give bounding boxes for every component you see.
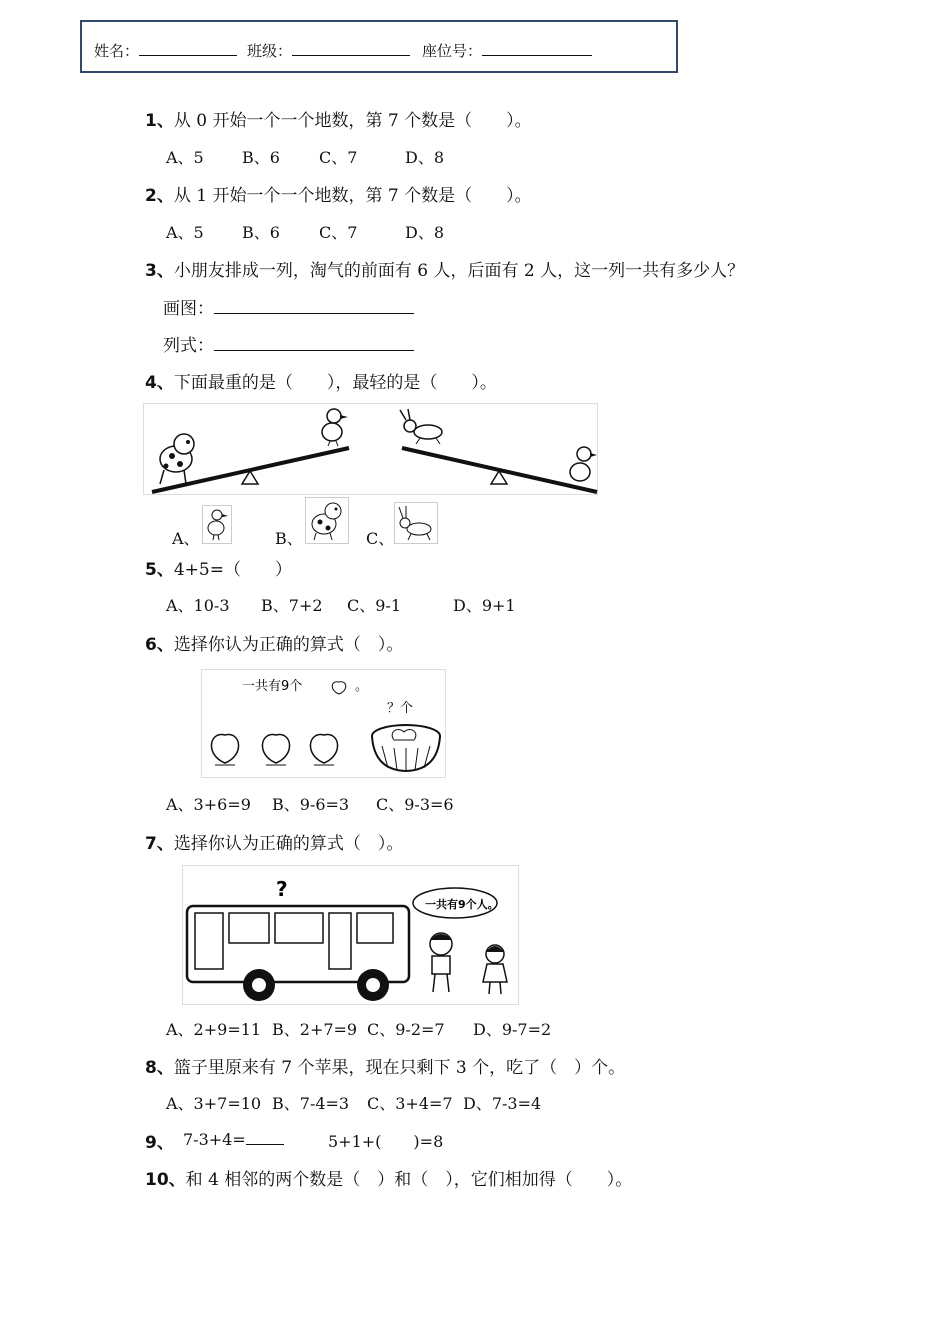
fig-bubble-text: 一共有9个人。 xyxy=(425,898,499,911)
question-6 xyxy=(145,630,403,655)
q5-option-d[interactable]: D、9+1 xyxy=(453,596,516,615)
duck-icon xyxy=(570,447,597,481)
seesaw-figure xyxy=(143,403,598,495)
seat-field[interactable] xyxy=(422,40,592,61)
q3-formula-row xyxy=(163,331,414,356)
peach-icon xyxy=(211,735,238,765)
question-number: 5、 xyxy=(145,560,174,580)
q3-draw-row xyxy=(163,294,414,319)
q1-option-b[interactable]: B、6 xyxy=(242,148,280,167)
q6-option-a[interactable]: A、3+6=9 xyxy=(166,795,251,814)
question-number: 4、 xyxy=(145,373,174,393)
question-text: 篮子里原来有 7 个苹果，现在只剩下 3 个，吃了（ ）个。 xyxy=(173,1058,626,1078)
q7-option-c[interactable]: C、9-2=7 xyxy=(367,1020,445,1039)
peach-figure xyxy=(201,669,446,778)
question-text: 4+5=（ ） xyxy=(173,560,292,580)
question-number: 8、 xyxy=(145,1058,174,1078)
question-3 xyxy=(145,256,744,281)
fig-question-mark: ? xyxy=(276,877,288,901)
question-number: 2、 xyxy=(145,186,174,206)
question-number: 6、 xyxy=(145,635,174,655)
dog-icon xyxy=(305,497,349,544)
question-number: 7、 xyxy=(145,834,174,854)
question-4 xyxy=(145,368,497,393)
q6-option-b[interactable]: B、9-6=3 xyxy=(272,795,350,814)
peach-illustration xyxy=(202,670,447,779)
basket-icon xyxy=(372,725,440,771)
q5-option-a[interactable]: A、10-3 xyxy=(166,596,230,615)
question-5 xyxy=(145,555,292,580)
q4-option-b[interactable]: B、 xyxy=(275,529,303,548)
rabbit-icon xyxy=(400,409,442,444)
question-10 xyxy=(145,1165,632,1190)
question-8 xyxy=(145,1053,625,1078)
q4-option-c[interactable]: C、 xyxy=(366,529,395,548)
peach-icon xyxy=(332,682,346,694)
question-7 xyxy=(145,829,403,854)
q2-option-c[interactable]: C、7 xyxy=(319,223,358,242)
q9-expression-1: 7-3+4= xyxy=(183,1130,246,1149)
q2-option-b[interactable]: B、6 xyxy=(242,223,280,242)
seesaw-illustration xyxy=(144,404,599,496)
rabbit-icon xyxy=(394,502,438,544)
question-text: 从 1 开始一个一个地数，第 7 个数是（ ）。 xyxy=(173,186,532,206)
girl-icon xyxy=(483,945,507,994)
student-info-box xyxy=(80,20,678,73)
q9-expression-2: 5+1+( )=8 xyxy=(328,1132,444,1151)
q1-option-a[interactable]: A、5 xyxy=(166,148,204,167)
q8-option-d[interactable]: D、7-3=4 xyxy=(463,1094,542,1113)
q1-option-d[interactable]: D、8 xyxy=(405,148,445,167)
question-text: 选择你认为正确的算式（ ）。 xyxy=(173,635,404,655)
q4-option-a[interactable]: A、 xyxy=(172,529,200,548)
peach-icon xyxy=(310,735,337,765)
seat-label: 座位号： xyxy=(422,42,483,60)
draw-label: 画图： xyxy=(163,299,214,319)
bus-illustration xyxy=(183,866,520,1006)
q8-option-a[interactable]: A、3+7=10 xyxy=(166,1094,262,1113)
fig-question: ？个 xyxy=(387,701,414,716)
boy-icon xyxy=(430,933,452,992)
question-number: 3、 xyxy=(145,261,174,281)
class-blank[interactable] xyxy=(292,41,410,56)
q2-option-a[interactable]: A、5 xyxy=(166,223,204,242)
bus-icon xyxy=(187,906,409,1001)
q7-option-a[interactable]: A、2+9=11 xyxy=(166,1020,262,1039)
name-label: 姓名： xyxy=(94,42,140,60)
question-text: 从 0 开始一个一个地数，第 7 个数是（ ）。 xyxy=(173,111,532,131)
question-text: 下面最重的是（ ），最轻的是（ ）。 xyxy=(173,373,497,393)
dog-icon xyxy=(160,434,194,484)
question-1 xyxy=(145,106,532,131)
q5-option-b[interactable]: B、7+2 xyxy=(261,596,323,615)
q7-option-b[interactable]: B、2+7=9 xyxy=(272,1020,358,1039)
seat-blank[interactable] xyxy=(482,41,592,56)
fig-caption: 一共有9个 xyxy=(242,679,303,694)
q9-answer-blank[interactable] xyxy=(246,1129,284,1145)
question-text: 和 4 相邻的两个数是（ ）和（ ），它们相加得（ ）。 xyxy=(185,1170,633,1190)
question-number: 9、 xyxy=(145,1133,174,1153)
svg-text:。: 。 xyxy=(355,679,369,694)
class-field[interactable] xyxy=(247,40,410,61)
name-blank[interactable] xyxy=(139,41,237,56)
question-2 xyxy=(145,181,532,206)
question-number: 1、 xyxy=(145,111,174,131)
question-number: 10、 xyxy=(145,1170,186,1190)
bus-figure xyxy=(182,865,519,1005)
q5-option-c[interactable]: C、9-1 xyxy=(347,596,402,615)
q6-option-c[interactable]: C、9-3=6 xyxy=(376,795,454,814)
question-text: 小朋友排成一列，淘气的前面有 6 人，后面有 2 人，这一列一共有多少人？ xyxy=(173,261,745,281)
question-text: 选择你认为正确的算式（ ）。 xyxy=(173,834,404,854)
duck-icon xyxy=(322,409,348,446)
q1-option-c[interactable]: C、7 xyxy=(319,148,358,167)
q8-option-c[interactable]: C、3+4=7 xyxy=(367,1094,453,1113)
q9-part-1 xyxy=(183,1129,284,1149)
name-field[interactable] xyxy=(94,40,237,61)
class-label: 班级： xyxy=(247,42,293,60)
question-9 xyxy=(145,1128,174,1153)
formula-blank[interactable] xyxy=(214,336,414,351)
q2-option-d[interactable]: D、8 xyxy=(405,223,445,242)
formula-label: 列式： xyxy=(163,336,214,356)
speech-bubble xyxy=(413,888,499,918)
peach-icon xyxy=(262,735,289,765)
draw-blank[interactable] xyxy=(214,299,414,314)
q8-option-b[interactable]: B、7-4=3 xyxy=(272,1094,350,1113)
q7-option-d[interactable]: D、9-7=2 xyxy=(473,1020,552,1039)
duck-icon xyxy=(202,505,232,544)
